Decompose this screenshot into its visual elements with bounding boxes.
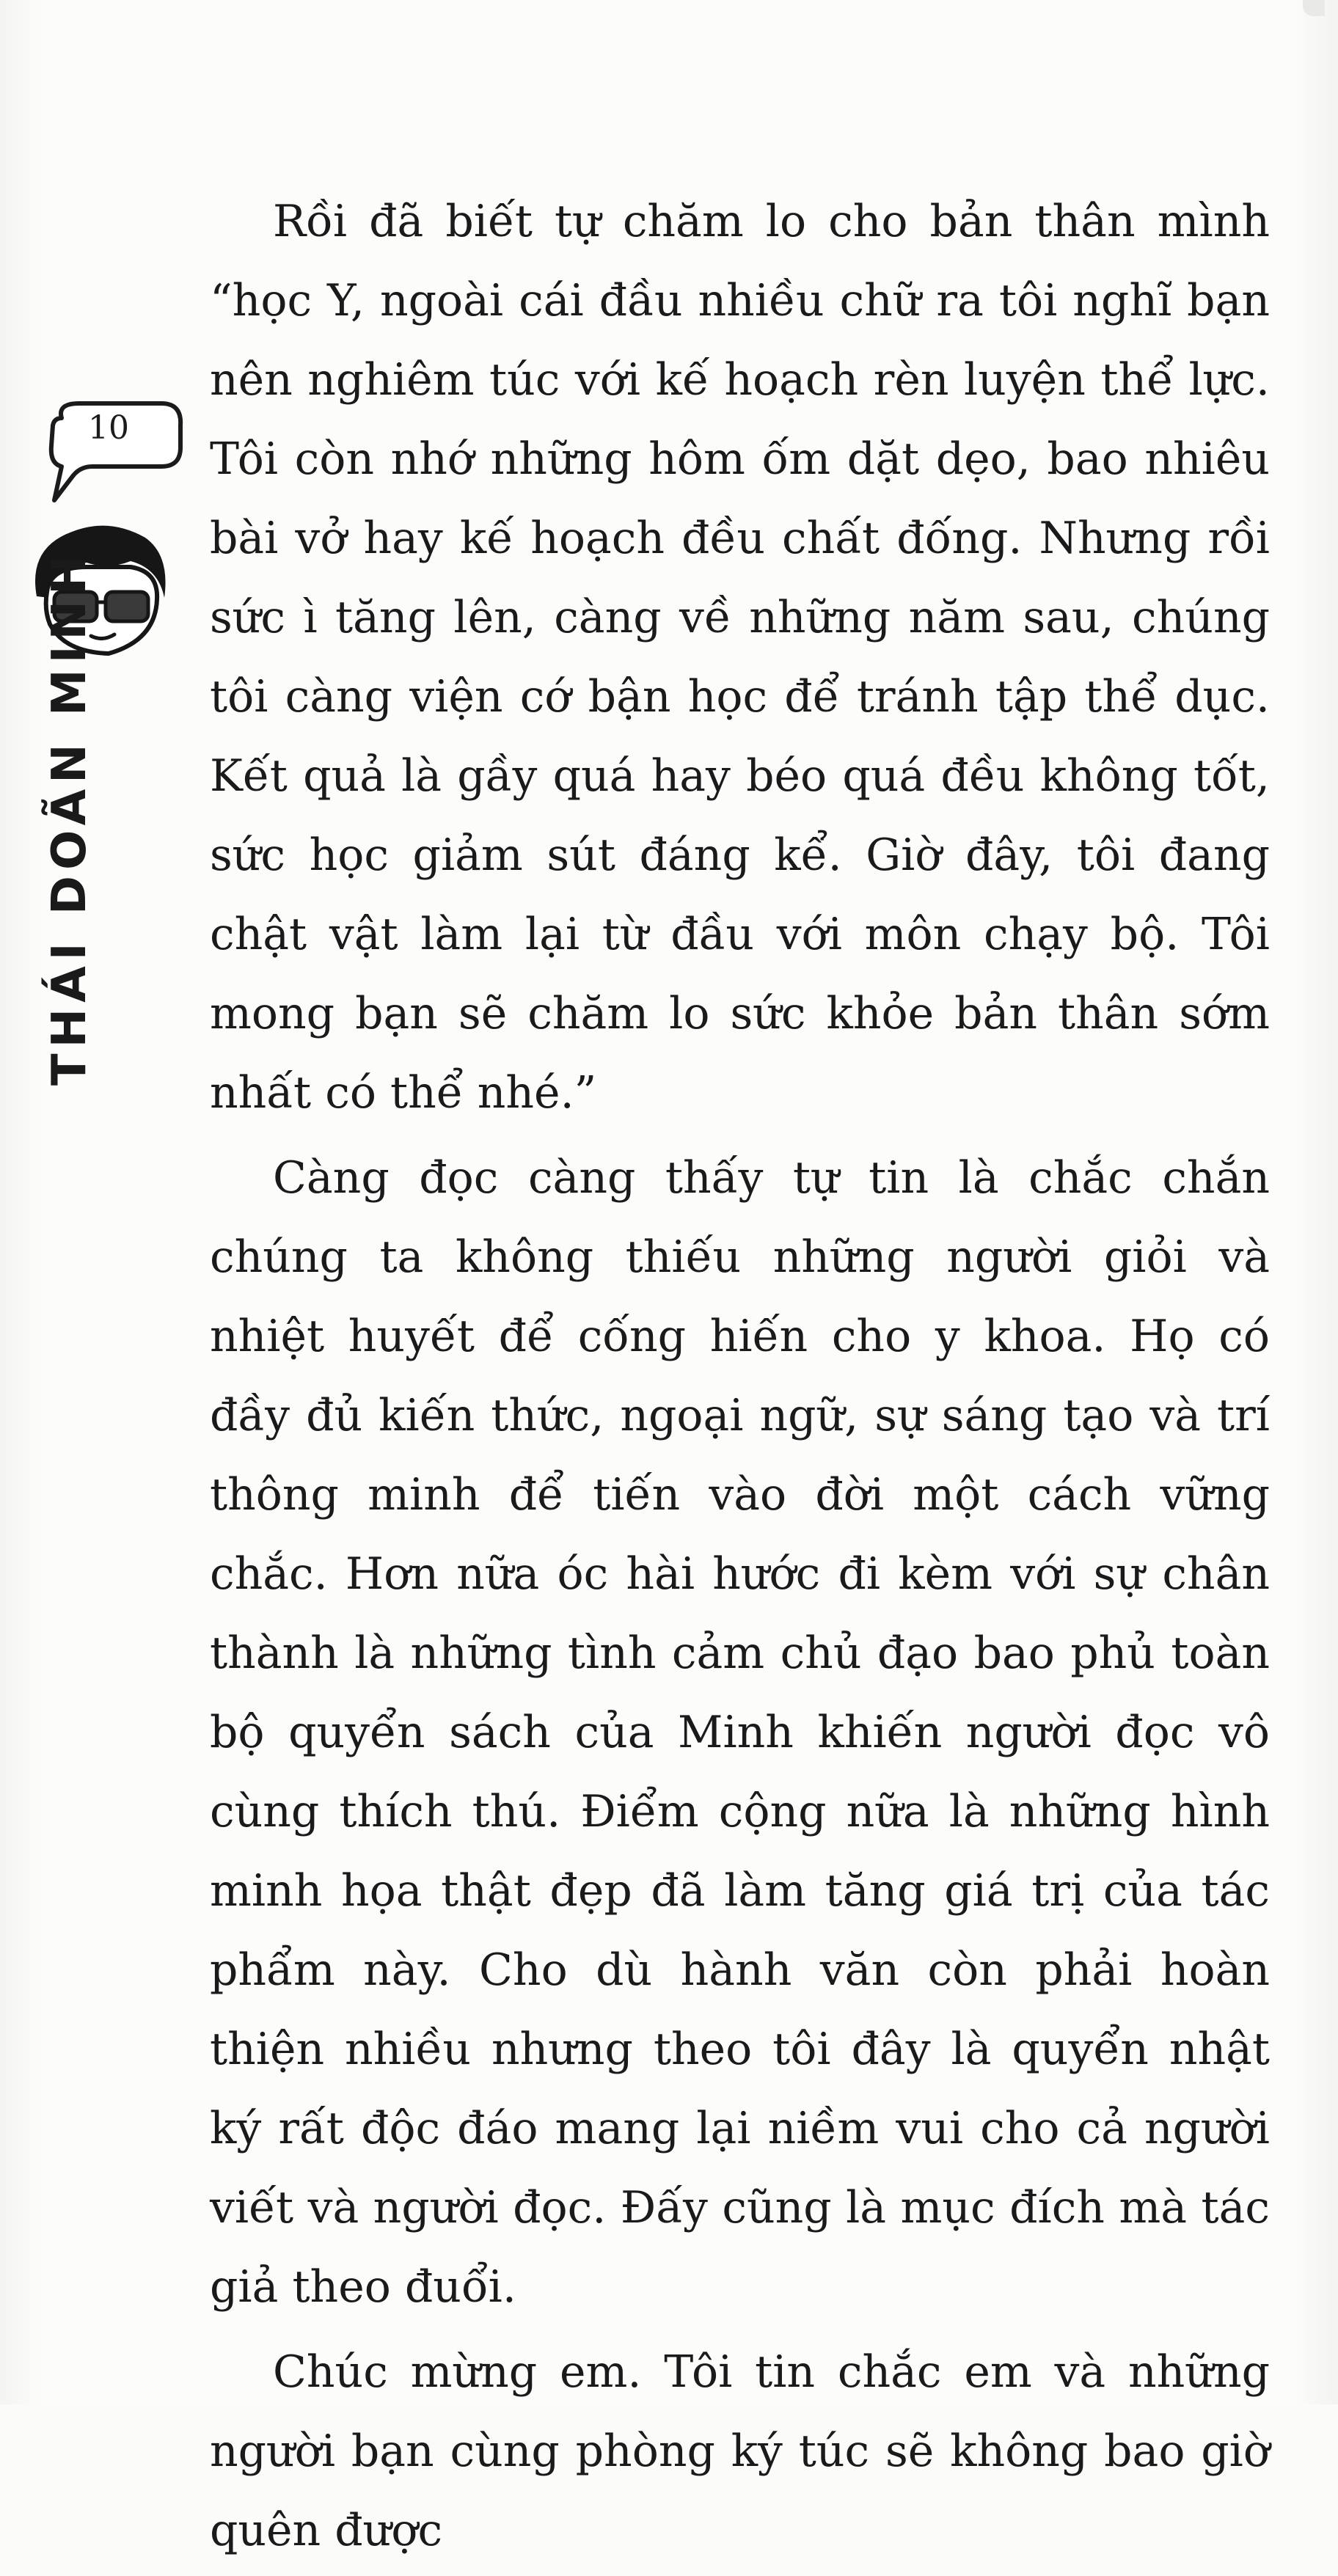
paragraph: Chúc mừng em. Tôi tin chắc em và những người bạn cùng phòng ký túc sẽ không bao giờ quên được: [210, 2346, 1270, 2556]
page-number: 10: [88, 409, 129, 447]
page-corner-shadow: [1303, 0, 1325, 16]
body-text: [210, 182, 1270, 2576]
side-tab: [21, 389, 189, 1122]
paragraph: Rồi đã biết tự chăm lo cho bản thân mình “học Y, ngoài cái đầu nhiều chữ ra tôi nghĩ bạn nên nghiêm túc với kế hoạch rèn luyện thể lực. Tôi còn nhớ những hôm ốm dặt dẹo, bao nhiêu bài vở hay kế hoạch đều chất đống. Nhưng rồi sức ì tăng lên, càng về những năm sau, chúng tôi càng viện cớ bận học để tránh tập thể dục. Kết quả là gầy quá hay béo quá đều không tốt, sức học giảm sút đáng kể. Giờ đây, tôi đang chật vật làm lại từ đầu với môn chạy bộ. Tôi mong bạn sẽ chăm lo sức khỏe bản thân sớm nhất có thể nhé.”: [210, 196, 1270, 1119]
paragraph: Càng đọc càng thấy tự tin là chắc chắn chúng ta không thiếu những người giỏi và nhiệt huyết để cống hiến cho y khoa. Họ có đầy đủ kiến thức, ngoại ngữ, sự sáng tạo và trí thông minh để tiến vào đời một cách vững chắc. Hơn nữa óc hài hước đi kèm với sự chân thành là những tình cảm chủ đạo bao phủ toàn bộ quyển sách của Minh khiến người đọc vô cùng thích thú. Điểm cộng nữa là những hình minh họa thật đẹp đã làm tăng giá trị của tác phẩm này. Cho dù hành văn còn phải hoàn thiện nhiều nhưng theo tôi đây là quyển nhật ký rất độc đáo mang lại niềm vui cho cả người viết và người đọc. Đấy cũng là mục đích mà tác giả theo đuổi.: [210, 1152, 1270, 2313]
author-name-vertical: THÁI DOÃN MINH: [43, 549, 97, 1086]
